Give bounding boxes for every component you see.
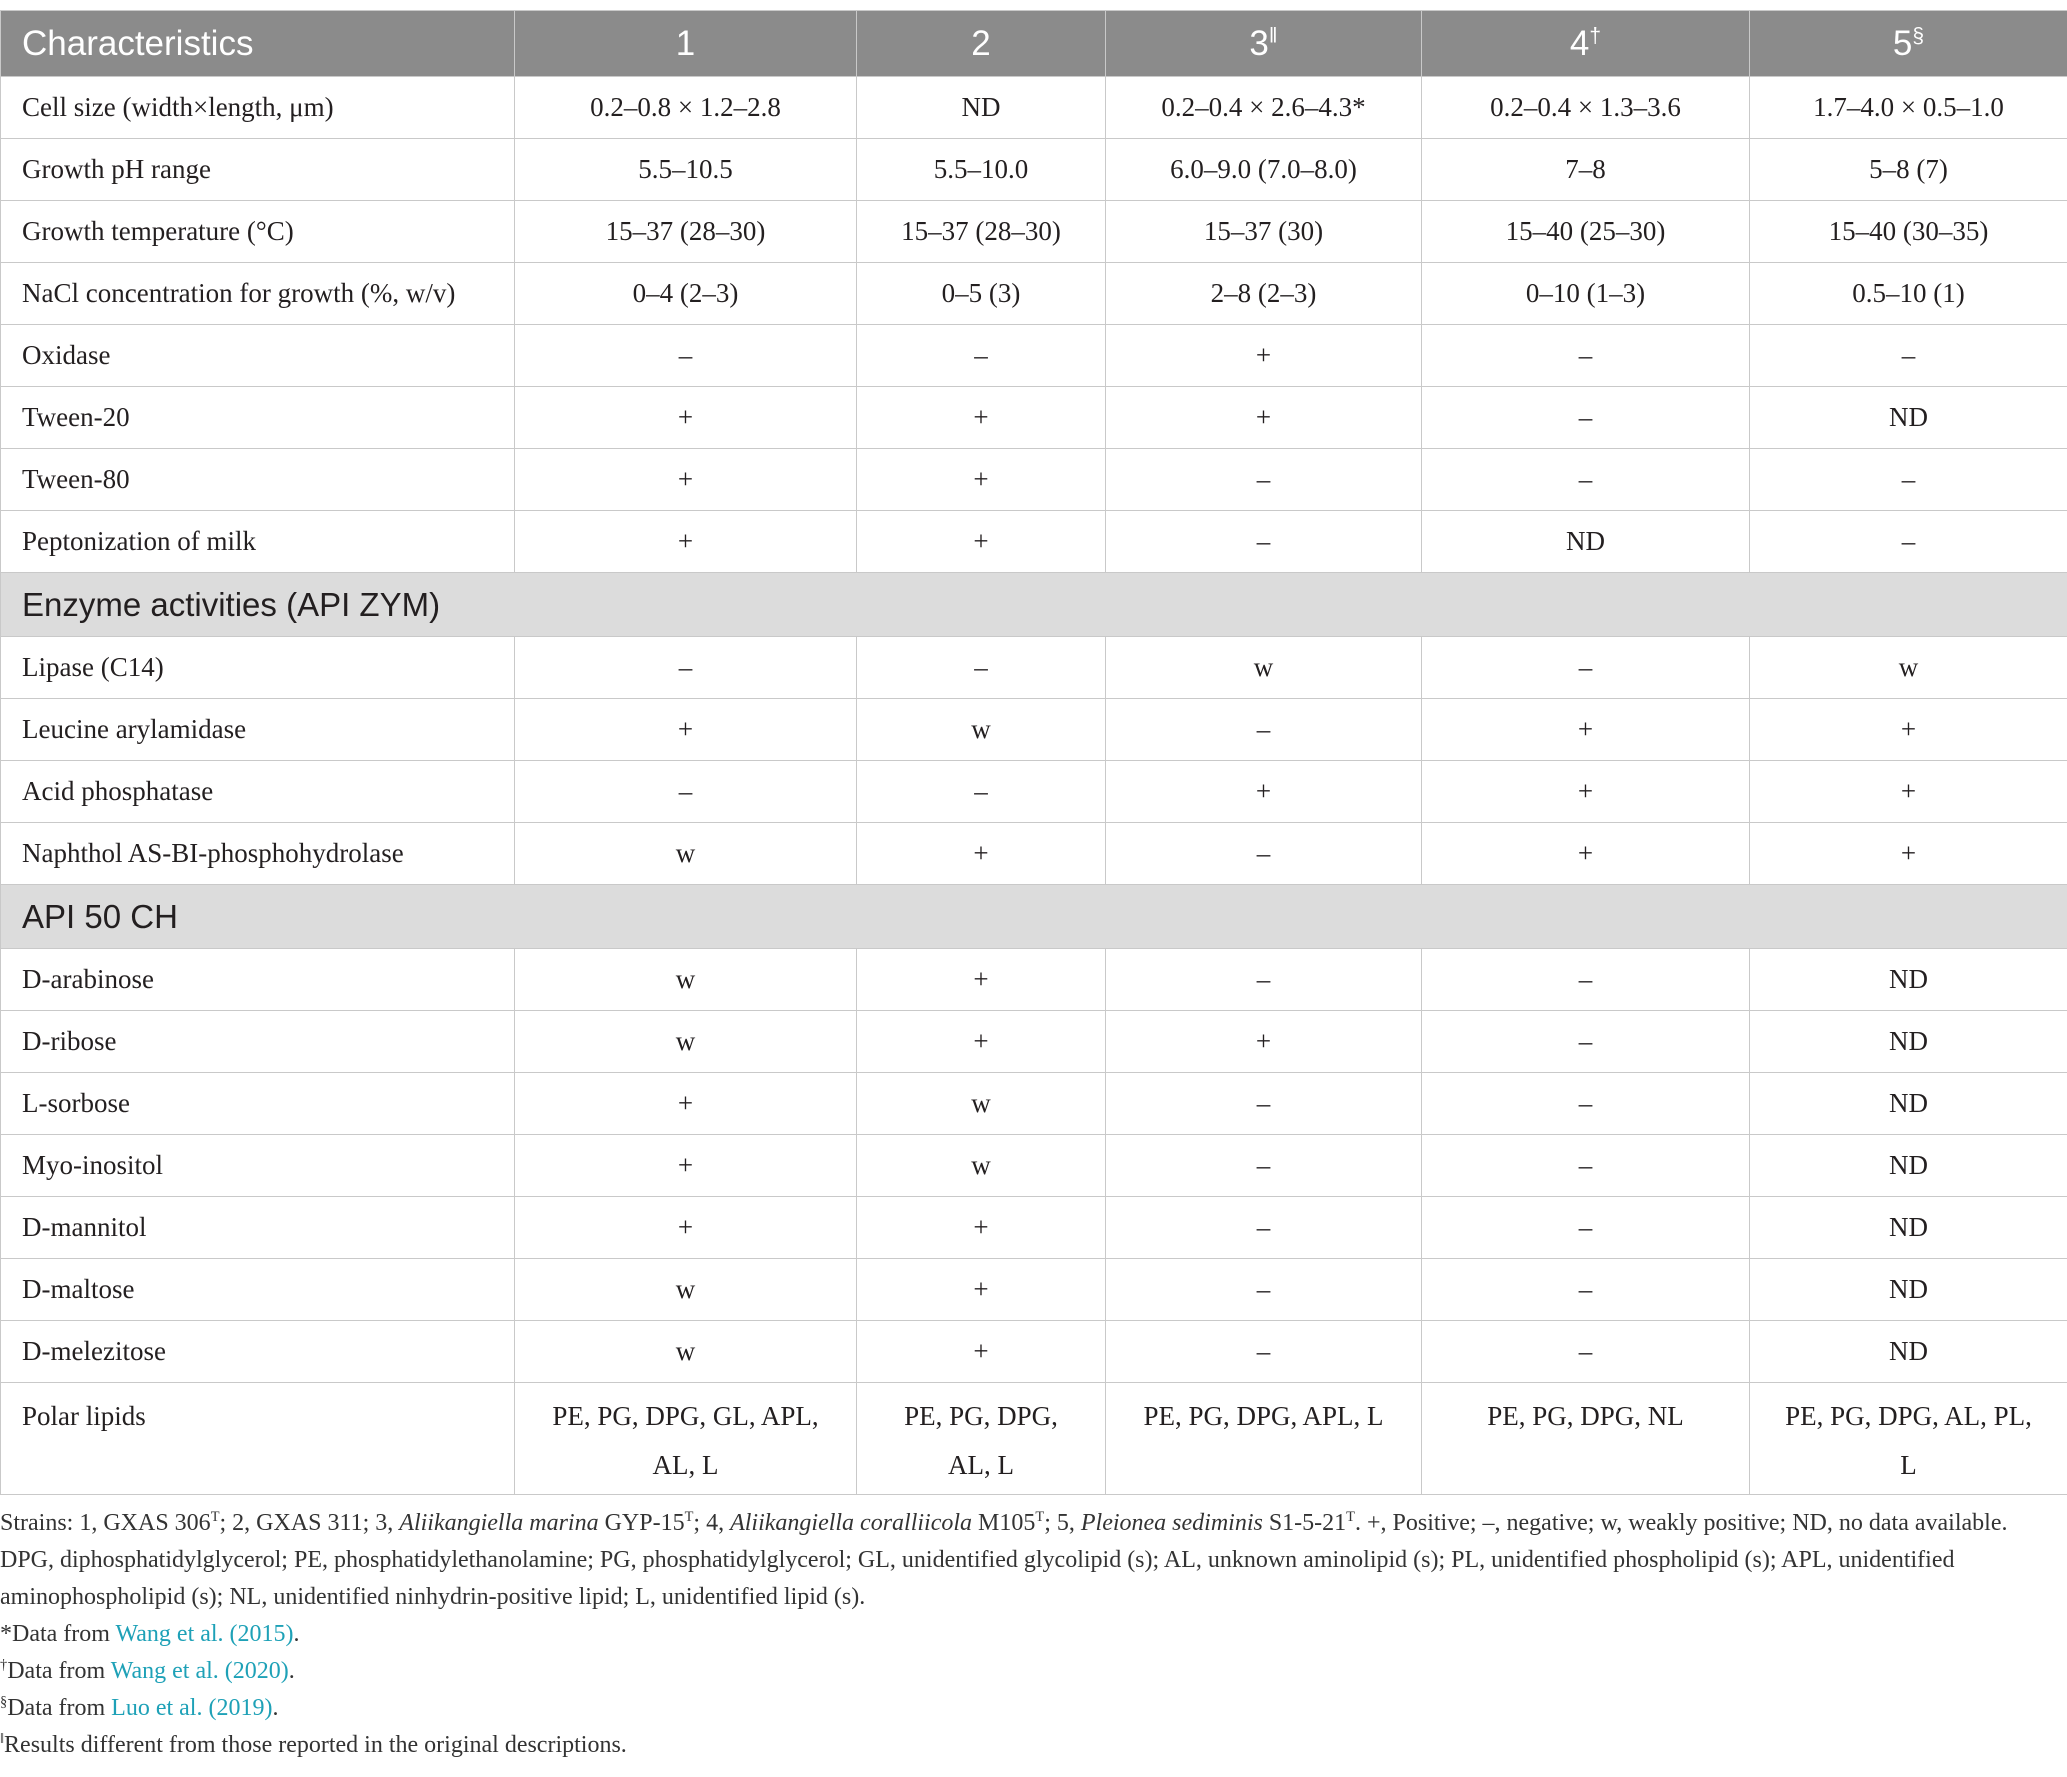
header-cell-strain-4 (1422, 11, 1750, 77)
table-row (1, 823, 2067, 885)
cell-strain-2: 5.5–10.0 (857, 139, 1106, 201)
cell-strain-3: – (1106, 1135, 1422, 1197)
cell-strain-4: 7–8 (1422, 139, 1750, 201)
footnote-note-luo-2019 (0, 1690, 2060, 1727)
table-row (1, 1197, 2067, 1259)
cell-line: PE, PG, DPG, APL, L (1143, 1401, 1384, 1431)
cell-strain-3: w (1106, 637, 1422, 699)
cell-strain-5: – (1750, 511, 2067, 573)
cell-strain-2: + (857, 1321, 1106, 1383)
row-label: Tween-80 (1, 449, 515, 511)
cell-strain-2: + (857, 949, 1106, 1011)
row-label: NaCl concentration for growth (%, w/v) (1, 263, 515, 325)
table-row (1, 1383, 2067, 1495)
table-row (1, 1011, 2067, 1073)
cell-strain-4: + (1422, 761, 1750, 823)
table-row (1, 1259, 2067, 1321)
cell-strain-4: ND (1422, 511, 1750, 573)
footnote-text: M105 (972, 1510, 1036, 1536)
table-row (1, 1321, 2067, 1383)
cell-strain-2: w (857, 699, 1106, 761)
reference-link-wang-2015[interactable]: Wang et al. (2015) (115, 1621, 294, 1647)
cell-strain-5: ND (1750, 387, 2067, 449)
cell-strain-5: + (1750, 761, 2067, 823)
cell-strain-1: + (515, 387, 857, 449)
row-label: L-sorbose (1, 1073, 515, 1135)
footnote-text: ; 2, GXAS 311; 3, (219, 1510, 400, 1536)
footnote-text: Data from (12, 1621, 116, 1647)
cell-strain-2: + (857, 823, 1106, 885)
row-label: D-arabinose (1, 949, 515, 1011)
table-row (1, 449, 2067, 511)
footnote-note-wang-2020 (0, 1653, 2060, 1690)
table-footnotes (0, 1505, 2060, 1764)
footnote-text: GYP-15 (598, 1510, 685, 1536)
species-name: Aliikangiella coralliicola (730, 1510, 973, 1536)
cell-strain-3: + (1106, 761, 1422, 823)
footnote-end: . (293, 1621, 300, 1647)
footnote-note-wang-2015 (0, 1616, 2060, 1653)
row-label: Naphthol AS-BI-phosphohydrolase (1, 823, 515, 885)
footnote-text: Strains: 1, GXAS 306 (0, 1510, 211, 1536)
table-row (1, 139, 2067, 201)
cell-line: AL, L (652, 1450, 719, 1480)
cell-line: PE, PG, DPG, GL, APL, (552, 1401, 819, 1431)
header-label: 5 (1892, 23, 1913, 63)
cell-line: PE, PG, DPG, NL (1487, 1401, 1684, 1431)
cell-strain-5: ND (1750, 949, 2067, 1011)
cell-strain-1 (515, 1383, 857, 1495)
row-label: Oxidase (1, 325, 515, 387)
footnote-marker: ‖ (0, 1731, 5, 1747)
cell-strain-5: – (1750, 325, 2067, 387)
cell-strain-5: ND (1750, 1197, 2067, 1259)
cell-strain-5: ND (1750, 1011, 2067, 1073)
cell-strain-3: 6.0–9.0 (7.0–8.0) (1106, 139, 1422, 201)
section-title: Enzyme activities (API ZYM) (1, 573, 2067, 637)
section-row (1, 885, 2067, 949)
cell-strain-2: + (857, 449, 1106, 511)
table-row (1, 949, 2067, 1011)
cell-strain-3: – (1106, 1197, 1422, 1259)
cell-strain-2: 15–37 (28–30) (857, 201, 1106, 263)
footnote-text: S1-5-21 (1262, 1510, 1347, 1536)
footnote-text: Data from (7, 1658, 111, 1684)
cell-strain-2: 0–5 (3) (857, 263, 1106, 325)
footnote-strains (0, 1505, 2060, 1616)
row-label: Cell size (width×length, μm) (1, 77, 515, 139)
row-label: D-mannitol (1, 1197, 515, 1259)
cell-strain-3: + (1106, 325, 1422, 387)
cell-strain-5: 15–40 (30–35) (1750, 201, 2067, 263)
header-cell-strain-1 (515, 11, 857, 77)
row-label: Growth temperature (°C) (1, 201, 515, 263)
row-label: Polar lipids (1, 1383, 515, 1495)
cell-strain-4 (1422, 1383, 1750, 1495)
cell-strain-2: + (857, 1197, 1106, 1259)
cell-strain-3: – (1106, 1073, 1422, 1135)
type-strain-superscript: T (684, 1509, 694, 1525)
cell-strain-1: + (515, 449, 857, 511)
cell-strain-4: – (1422, 1011, 1750, 1073)
cell-strain-5 (1750, 1383, 2067, 1495)
row-label: D-ribose (1, 1011, 515, 1073)
cell-strain-1: – (515, 637, 857, 699)
cell-strain-5: 0.5–10 (1) (1750, 263, 2067, 325)
table-row (1, 699, 2067, 761)
footnote-end: . (288, 1658, 295, 1684)
header-cell-strain-2 (857, 11, 1106, 77)
cell-strain-1: + (515, 1135, 857, 1197)
section-title: API 50 CH (1, 885, 2067, 949)
cell-strain-3 (1106, 1383, 1422, 1495)
table-row (1, 77, 2067, 139)
cell-strain-4: – (1422, 637, 1750, 699)
footnote-text: Results different from those reported in the original descriptions. (4, 1732, 627, 1758)
cell-strain-4: – (1422, 387, 1750, 449)
cell-strain-1: + (515, 699, 857, 761)
row-label: Growth pH range (1, 139, 515, 201)
cell-strain-4: – (1422, 449, 1750, 511)
cell-strain-3: – (1106, 949, 1422, 1011)
species-name: Pleionea sediminis (1080, 1510, 1263, 1536)
header-cell-strain-3 (1106, 11, 1422, 77)
cell-strain-3: – (1106, 449, 1422, 511)
table-row (1, 387, 2067, 449)
cell-strain-4: – (1422, 949, 1750, 1011)
footnote-end: . (272, 1695, 279, 1721)
cell-strain-4: – (1422, 1197, 1750, 1259)
header-label: Characteristics (22, 23, 254, 63)
footnote-text: ; 5, (1044, 1510, 1081, 1536)
cell-strain-1: – (515, 761, 857, 823)
row-label: Lipase (C14) (1, 637, 515, 699)
table-row (1, 1135, 2067, 1197)
cell-strain-3: – (1106, 1259, 1422, 1321)
cell-strain-5: – (1750, 449, 2067, 511)
cell-strain-2: + (857, 1011, 1106, 1073)
table-row (1, 1073, 2067, 1135)
section-row (1, 573, 2067, 637)
cell-strain-1: 0–4 (2–3) (515, 263, 857, 325)
cell-strain-3: 2–8 (2–3) (1106, 263, 1422, 325)
cell-line: PE, PG, DPG, AL, PL, (1785, 1401, 2032, 1431)
cell-strain-4: 0–10 (1–3) (1422, 263, 1750, 325)
header-footnote-marker: † (1589, 23, 1602, 47)
cell-strain-1: 15–37 (28–30) (515, 201, 857, 263)
row-label: Myo-inositol (1, 1135, 515, 1197)
cell-strain-5: ND (1750, 1073, 2067, 1135)
cell-strain-5: + (1750, 823, 2067, 885)
cell-strain-4: – (1422, 1259, 1750, 1321)
footnote-marker: * (0, 1621, 12, 1647)
footnote-text: Data from (7, 1695, 112, 1721)
species-name: Aliikangiella marina (399, 1510, 599, 1536)
cell-strain-4: + (1422, 823, 1750, 885)
cell-strain-2: ND (857, 77, 1106, 139)
cell-strain-3: + (1106, 1011, 1422, 1073)
cell-strain-5: 1.7–4.0 × 0.5–1.0 (1750, 77, 2067, 139)
header-footnote-marker: § (1912, 23, 1925, 47)
header-row (1, 11, 2067, 77)
cell-strain-1: – (515, 325, 857, 387)
row-label: Tween-20 (1, 387, 515, 449)
cell-strain-1: 0.2–0.8 × 1.2–2.8 (515, 77, 857, 139)
cell-strain-1: + (515, 1073, 857, 1135)
cell-strain-2: w (857, 1135, 1106, 1197)
cell-strain-5: ND (1750, 1321, 2067, 1383)
type-strain-superscript: T (1035, 1509, 1045, 1525)
cell-strain-1: w (515, 1259, 857, 1321)
table-header (1, 11, 2067, 77)
row-label: Acid phosphatase (1, 761, 515, 823)
cell-strain-4: – (1422, 1073, 1750, 1135)
cell-strain-5: 5–8 (7) (1750, 139, 2067, 201)
reference-link-luo-2019[interactable]: Luo et al. (2019) (111, 1695, 273, 1721)
header-label: 2 (971, 23, 991, 63)
cell-strain-4: – (1422, 325, 1750, 387)
cell-strain-3: – (1106, 511, 1422, 573)
cell-strain-1: + (515, 1197, 857, 1259)
type-strain-superscript: T (1346, 1509, 1355, 1525)
reference-link-wang-2020[interactable]: Wang et al. (2020) (110, 1658, 289, 1684)
cell-strain-4: – (1422, 1135, 1750, 1197)
row-label: Leucine arylamidase (1, 699, 515, 761)
cell-line: AL, L (948, 1450, 1014, 1480)
footnote-text: ; 4, (693, 1510, 731, 1536)
cell-strain-1: w (515, 1321, 857, 1383)
header-cell-strain-5 (1750, 11, 2067, 77)
table-row (1, 325, 2067, 387)
cell-strain-1: 5.5–10.5 (515, 139, 857, 201)
cell-strain-2: – (857, 637, 1106, 699)
cell-strain-3: – (1106, 699, 1422, 761)
cell-strain-4: + (1422, 699, 1750, 761)
cell-strain-3: + (1106, 387, 1422, 449)
cell-strain-4: 0.2–0.4 × 1.3–3.6 (1422, 77, 1750, 139)
footnote-marker: § (0, 1694, 8, 1710)
cell-strain-1: w (515, 949, 857, 1011)
row-label: D-melezitose (1, 1321, 515, 1383)
cell-line: L (1900, 1450, 1917, 1480)
header-label: 1 (675, 23, 696, 63)
table-body (1, 77, 2067, 1495)
table-row (1, 761, 2067, 823)
cell-strain-2: + (857, 511, 1106, 573)
table-row (1, 263, 2067, 325)
row-label: D-maltose (1, 1259, 515, 1321)
cell-strain-2: + (857, 1259, 1106, 1321)
cell-strain-2: w (857, 1073, 1106, 1135)
header-label: 3 (1249, 23, 1269, 63)
cell-strain-1: w (515, 1011, 857, 1073)
table-row (1, 637, 2067, 699)
cell-strain-2: + (857, 387, 1106, 449)
cell-strain-2: – (857, 761, 1106, 823)
footnote-text: . +, Positive; –, negative; w, weakly positive; ND, no data available. DPG, diphosphatidylglycerol; PE, phosphatidylethanolamine; PG, phosphatidylglycerol; GL, unidentified glycolipid (s); AL, unknown aminolipid (s); PL, unidentified phospholipid (s); APL, unidentified aminophospholipid (s); NL, unidentified ninhydrin-positive lipid; L, unidentified lipid (s). (0, 1510, 2008, 1610)
table-row (1, 201, 2067, 263)
cell-strain-5: ND (1750, 1135, 2067, 1197)
type-strain-superscript: T (210, 1509, 220, 1525)
cell-strain-3: 0.2–0.4 × 2.6–4.3* (1106, 77, 1422, 139)
cell-strain-2: – (857, 325, 1106, 387)
cell-strain-4: – (1422, 1321, 1750, 1383)
footnote-marker: † (0, 1657, 8, 1673)
table-row (1, 511, 2067, 573)
cell-strain-1: + (515, 511, 857, 573)
header-cell-characteristics (1, 11, 515, 77)
cell-strain-3: – (1106, 823, 1422, 885)
header-label: 4 (1569, 23, 1590, 63)
header-footnote-marker: ‖ (1268, 23, 1278, 47)
footnote-note-results (0, 1727, 2060, 1764)
cell-strain-3: 15–37 (30) (1106, 201, 1422, 263)
cell-strain-2 (857, 1383, 1106, 1495)
cell-strain-4: 15–40 (25–30) (1422, 201, 1750, 263)
row-label: Peptonization of milk (1, 511, 515, 573)
cell-line: PE, PG, DPG, (904, 1401, 1058, 1431)
cell-strain-1: w (515, 823, 857, 885)
cell-strain-5: ND (1750, 1259, 2067, 1321)
characteristics-table (0, 10, 2067, 1495)
cell-strain-3: – (1106, 1321, 1422, 1383)
cell-strain-5: + (1750, 699, 2067, 761)
cell-strain-5: w (1750, 637, 2067, 699)
